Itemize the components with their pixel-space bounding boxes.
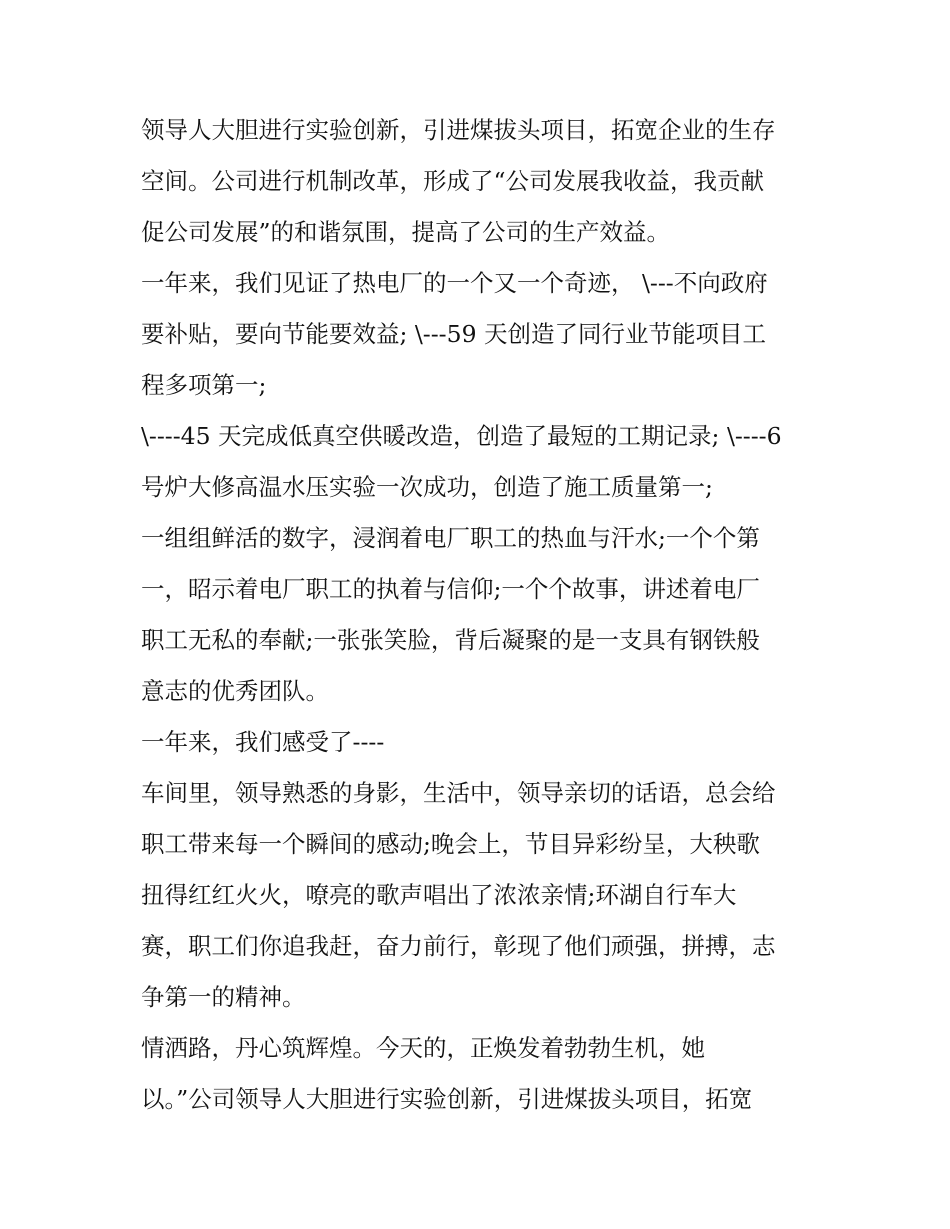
text-line: \----45 天完成低真空供暖改造，创造了最短的工期记录; \----6	[141, 422, 782, 450]
text-line: 领导人大胆进行实验创新，引进煤拔头项目，拓宽企业的生存	[141, 116, 776, 144]
text-line: 一组组鲜活的数字，浸润着电厂职工的热血与汗水;一个个第	[141, 524, 760, 552]
text-line: 一，昭示着电厂职工的执着与信仰;一个个故事，讲述着电厂	[141, 575, 760, 603]
text-line: 扭得红红火火，嘹亮的歌声唱出了浓浓亲情;环湖自行车大	[141, 881, 737, 909]
text-line: 职工无私的奉献;一张张笑脸，背后凝聚的是一支具有钢铁般	[141, 626, 760, 654]
text-line: 促公司发展”的和谐氛围，提高了公司的生产效益。	[141, 218, 671, 246]
text-line: 号炉大修高温水压实验一次成功，创造了施工质量第一;	[141, 473, 713, 501]
text-line: 程多项第一;	[141, 371, 267, 399]
text-line: 车间里，领导熟悉的身影，生活中，领导亲切的话语，总会给	[141, 779, 776, 807]
text-line: 争第一的精神。	[141, 983, 306, 1011]
text-line: 赛，职工们你追我赶，奋力前行，彰现了他们顽强，拼搏，志	[141, 932, 776, 960]
text-line: 意志的优秀团队。	[141, 677, 329, 705]
text-line: 职工带来每一个瞬间的感动;晚会上，节目异彩纷呈，大秧歌	[141, 830, 760, 858]
text-line: 以。”公司领导人大胆进行实验创新，引进煤拔头项目，拓宽	[141, 1085, 753, 1113]
text-line: 一年来，我们见证了热电厂的一个又一个奇迹， \---不向政府	[141, 269, 768, 297]
text-line: 一年来，我们感受了----	[141, 728, 385, 756]
text-line: 空间。公司进行机制改革，形成了“公司发展我收益，我贡献	[141, 167, 765, 195]
text-line: 情洒路，丹心筑辉煌。今天的，正焕发着勃勃生机，她	[141, 1034, 705, 1062]
body-text	[141, 108, 821, 1128]
text-line: 要补贴，要向节能要效益; \---59 天创造了同行业节能项目工	[141, 320, 766, 348]
